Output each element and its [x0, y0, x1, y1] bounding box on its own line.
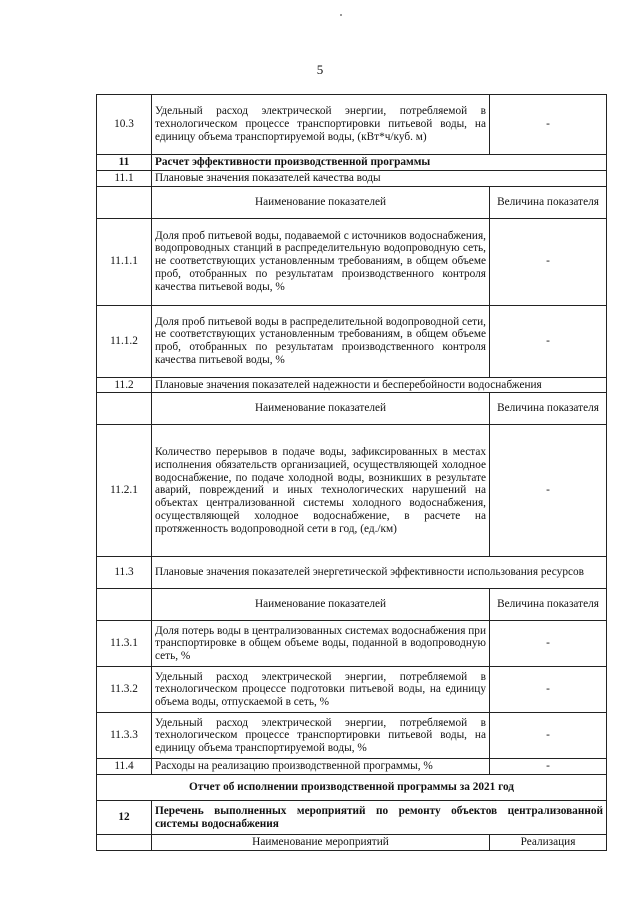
section-number: 11 [97, 155, 152, 171]
row-number: 11.2 [97, 377, 152, 393]
header-value: Реализация [490, 835, 607, 851]
indicator-value: - [490, 759, 607, 775]
section-number: 12 [97, 801, 152, 835]
indicator-value: - [490, 305, 607, 377]
indicator-name: Доля проб питьевой воды, подаваемой с источников водоснабжения, водопроводных станций в распределительную водопроводную сеть, не соответствующих установленным требованиям, в общем объеме проб, отобранных по результатам производственного контроля качества питьевой воды, % [152, 218, 490, 305]
header-name: Наименование мероприятий [152, 835, 490, 851]
row-number: 11.3.2 [97, 667, 152, 713]
report-heading: Отчет об исполнении производственной программы за 2021 год [97, 775, 607, 801]
indicator-name: Доля проб питьевой воды в распределительной водопроводной сети, не соответствующих установленным требованиям, в общем объеме проб, отобранных по результатам производственного контроля качества питьевой воды, % [152, 305, 490, 377]
header-name: Наименование показателей [152, 589, 490, 621]
indicator-name: Расходы на реализацию производственной программы, % [152, 759, 490, 775]
indicator-name: Количество перерывов в подаче воды, зафиксированных в местах исполнения обязательств организацией, осуществляющей холодное водоснабжение, по подаче холодной воды, возникших в результате аварий, повреждений и иных технологических нарушений на объектах централизованной системы холодного водоснабжения, осуществляющей холодное водоснабжение, в расчете на протяженность водопроводной сети в год, (ед./км) [152, 425, 490, 557]
row-number: 11.3.3 [97, 713, 152, 759]
header-value: Величина показателя [490, 589, 607, 621]
section-row [97, 801, 607, 835]
indicator-name: Удельный расход электрической энергии, потребляемой в технологическом процессе подготовки питьевой воды, на единицу объема воды, отпускаемой в сеть, % [152, 667, 490, 713]
row-number: 11.3 [97, 557, 152, 589]
table-row [97, 621, 607, 667]
section-title: Расчет эффективности производственной программы [152, 155, 607, 171]
header-name: Наименование показателей [152, 393, 490, 425]
scan-speck [340, 14, 342, 16]
table-row [97, 759, 607, 775]
table-row [97, 713, 607, 759]
column-header-row [97, 393, 607, 425]
report-heading-row [97, 775, 607, 801]
table-row [97, 95, 607, 155]
indicator-name: Удельный расход электрической энергии, потребляемой в технологическом процессе транспортировки питьевой воды, на единицу объема транспортируемой воды, (кВт*ч/куб. м) [152, 95, 490, 155]
indicator-value: - [490, 218, 607, 305]
subsection-title: Плановые значения показателей энергетической эффективности использования ресурсов [152, 557, 607, 589]
subsection-title: Плановые значения показателей качества воды [152, 170, 607, 186]
column-header-row [97, 589, 607, 621]
table-row [97, 305, 607, 377]
table-row [97, 218, 607, 305]
indicator-value: - [490, 425, 607, 557]
page-number: 5 [316, 62, 324, 77]
section-title: Перечень выполненных мероприятий по ремонту объектов централизованной системы водоснабжения [152, 801, 607, 835]
indicator-value: - [490, 621, 607, 667]
header-name: Наименование показателей [152, 186, 490, 218]
subsection-row [97, 170, 607, 186]
indicator-name: Удельный расход электрической энергии, потребляемой в технологическом процессе транспортировки питьевой воды, на единицу объема транспортируемой воды, % [152, 713, 490, 759]
section-row [97, 155, 607, 171]
header-value: Величина показателя [490, 393, 607, 425]
table-row [97, 667, 607, 713]
subsection-title: Плановые значения показателей надежности и бесперебойности водоснабжения [152, 377, 607, 393]
indicator-value: - [490, 713, 607, 759]
row-number: 11.1 [97, 170, 152, 186]
indicator-value: - [490, 667, 607, 713]
column-header-row [97, 835, 607, 851]
row-number: 11.4 [97, 759, 152, 775]
row-number: 10.3 [97, 95, 152, 155]
subsection-row [97, 557, 607, 589]
table-row [97, 425, 607, 557]
column-header-row [97, 186, 607, 218]
row-number: 11.1.2 [97, 305, 152, 377]
row-number: 11.3.1 [97, 621, 152, 667]
subsection-row [97, 377, 607, 393]
header-value: Величина показателя [490, 186, 607, 218]
program-table [96, 94, 607, 851]
row-number: 11.1.1 [97, 218, 152, 305]
row-number: 11.2.1 [97, 425, 152, 557]
indicator-name: Доля потерь воды в централизованных системах водоснабжения при транспортировке в общем объеме воды, поданной в водопроводную сеть, % [152, 621, 490, 667]
indicator-value: - [490, 95, 607, 155]
